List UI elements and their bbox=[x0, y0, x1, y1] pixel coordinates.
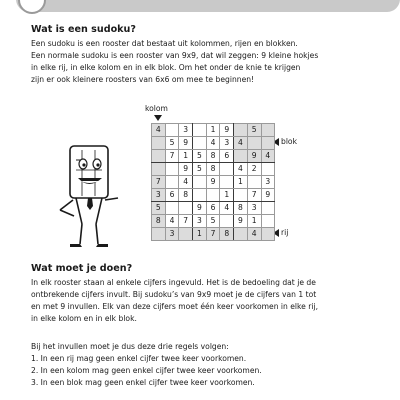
grid-cell: 7 bbox=[179, 215, 193, 228]
grid-cell: 1 bbox=[179, 150, 193, 163]
grid-cell: 9 bbox=[220, 124, 234, 137]
grid-cell bbox=[193, 176, 207, 189]
grid-cell bbox=[152, 163, 166, 176]
grid-row bbox=[152, 228, 275, 241]
grid-row bbox=[152, 137, 275, 150]
grid-cell: 1 bbox=[220, 189, 234, 202]
grid-cell bbox=[206, 189, 220, 202]
instructions-line: ontbrekende cijfers invult. Bij sudoku’s van 9x9 moet je de cijfers van 1 tot bbox=[31, 290, 317, 299]
grid-cell: 3 bbox=[247, 202, 261, 215]
grid-cell bbox=[247, 176, 261, 189]
grid-cell bbox=[261, 215, 275, 228]
instructions-line: en met 9 invullen. Elk van deze cijfers moet één keer voorkomen in elke rij, bbox=[31, 302, 319, 311]
instructions-line: In elk rooster staan al enkele cijfers ingevuld. Het is de bedoeling dat je de bbox=[31, 278, 316, 287]
grid-cell: 8 bbox=[206, 163, 220, 176]
grid-cell: 3 bbox=[152, 189, 166, 202]
kolom-arrow-icon bbox=[154, 115, 162, 121]
grid-cell: 7 bbox=[206, 228, 220, 241]
grid-cell: 1 bbox=[247, 215, 261, 228]
grid-cell: 4 bbox=[261, 150, 275, 163]
grid-cell bbox=[220, 176, 234, 189]
grid-cell: 8 bbox=[152, 215, 166, 228]
grid-cell: 3 bbox=[165, 228, 179, 241]
grid-cell bbox=[152, 150, 166, 163]
grid-cell: 3 bbox=[261, 176, 275, 189]
grid-cell: 4 bbox=[247, 228, 261, 241]
grid-cell bbox=[220, 215, 234, 228]
rules-list bbox=[31, 341, 391, 389]
grid-cell bbox=[179, 228, 193, 241]
sudoku-grid bbox=[151, 123, 275, 241]
grid-cell: 4 bbox=[179, 176, 193, 189]
grid-row bbox=[152, 163, 275, 176]
header-bar bbox=[16, 0, 400, 12]
grid-cell: 5 bbox=[193, 163, 207, 176]
grid-cell: 3 bbox=[193, 215, 207, 228]
grid-cell: 3 bbox=[220, 137, 234, 150]
grid-cell: 9 bbox=[206, 176, 220, 189]
rules-intro: Bij het invullen moet je dus deze drie regels volgen: bbox=[31, 342, 229, 351]
grid-cell: 6 bbox=[220, 150, 234, 163]
grid-cell: 6 bbox=[165, 189, 179, 202]
grid-cell bbox=[193, 189, 207, 202]
grid-cell bbox=[261, 124, 275, 137]
grid-row bbox=[152, 189, 275, 202]
grid-cell bbox=[261, 163, 275, 176]
grid-cell: 4 bbox=[234, 163, 248, 176]
grid-cell bbox=[165, 163, 179, 176]
rule-item: 3. In een blok mag geen enkel cijfer twee keer voorkomen. bbox=[31, 378, 255, 387]
grid-cell: 4 bbox=[234, 137, 248, 150]
grid-cell: 1 bbox=[206, 124, 220, 137]
grid-cell: 1 bbox=[193, 228, 207, 241]
grid-cell bbox=[234, 150, 248, 163]
grid-cell: 4 bbox=[165, 215, 179, 228]
intro-paragraph bbox=[31, 38, 391, 86]
grid-cell bbox=[152, 137, 166, 150]
instructions-paragraph bbox=[31, 277, 391, 325]
grid-cell bbox=[152, 228, 166, 241]
grid-cell: 9 bbox=[247, 150, 261, 163]
rule-item: 2. In een kolom mag geen enkel cijfer twee keer voorkomen. bbox=[31, 366, 262, 375]
grid-cell bbox=[247, 137, 261, 150]
grid-cell bbox=[234, 124, 248, 137]
intro-line: in elke rij, in elke kolom en in elk blok. Om het onder de knie te krijgen bbox=[31, 63, 301, 72]
grid-cell bbox=[165, 202, 179, 215]
grid-cell: 3 bbox=[179, 124, 193, 137]
grid-cell: 7 bbox=[247, 189, 261, 202]
grid-cell: 5 bbox=[247, 124, 261, 137]
grid-cell bbox=[165, 176, 179, 189]
grid-cell bbox=[234, 228, 248, 241]
grid-row bbox=[152, 215, 275, 228]
grid-cell: 8 bbox=[234, 202, 248, 215]
grid-cell bbox=[193, 124, 207, 137]
grid-cell: 9 bbox=[179, 137, 193, 150]
grid-row bbox=[152, 124, 275, 137]
grid-cell bbox=[165, 124, 179, 137]
intro-line: Een sudoku is een rooster dat bestaat uit kolommen, rijen en blokken. bbox=[31, 39, 298, 48]
section-heading-what-to-do: Wat moet je doen? bbox=[31, 263, 133, 274]
grid-cell bbox=[179, 202, 193, 215]
grid-cell: 4 bbox=[152, 124, 166, 137]
grid-cell: 4 bbox=[220, 202, 234, 215]
intro-line: zijn er ook kleinere roosters van 6x6 om mee te beginnen! bbox=[31, 75, 255, 84]
grid-cell: 5 bbox=[152, 202, 166, 215]
grid-cell: 9 bbox=[193, 202, 207, 215]
grid-cell: 8 bbox=[179, 189, 193, 202]
grid-cell: 7 bbox=[165, 150, 179, 163]
rij-label: rij bbox=[281, 228, 289, 237]
blok-label: blok bbox=[281, 137, 297, 146]
grid-cell: 8 bbox=[206, 150, 220, 163]
grid-cell: 7 bbox=[152, 176, 166, 189]
grid-row bbox=[152, 150, 275, 163]
grid-cell bbox=[261, 202, 275, 215]
grid-cell bbox=[193, 137, 207, 150]
grid-cell bbox=[261, 228, 275, 241]
grid-cell: 9 bbox=[261, 189, 275, 202]
grid-cell: 5 bbox=[165, 137, 179, 150]
intro-line: Een normale sudoku is een rooster van 9x9, dat wil zeggen: 9 kleine hokjes bbox=[31, 51, 319, 60]
grid-cell: 5 bbox=[206, 215, 220, 228]
instructions-line: in elke kolom en in elk blok. bbox=[31, 314, 137, 323]
grid-cell: 6 bbox=[206, 202, 220, 215]
grid-cell: 2 bbox=[247, 163, 261, 176]
grid-cell: 9 bbox=[234, 215, 248, 228]
grid-cell: 4 bbox=[206, 137, 220, 150]
grid-cell bbox=[234, 189, 248, 202]
section-heading-what-is-sudoku: Wat is een sudoku? bbox=[31, 24, 136, 35]
grid-cell bbox=[261, 137, 275, 150]
grid-row bbox=[152, 202, 275, 215]
sudoku-mascot-illustration bbox=[52, 140, 122, 252]
grid-cell: 1 bbox=[234, 176, 248, 189]
grid-cell bbox=[220, 163, 234, 176]
grid-row bbox=[152, 176, 275, 189]
kolom-label: kolom bbox=[145, 104, 168, 113]
rule-item: 1. In een rij mag geen enkel cijfer twee keer voorkomen. bbox=[31, 354, 247, 363]
grid-cell: 9 bbox=[179, 163, 193, 176]
grid-cell: 8 bbox=[220, 228, 234, 241]
grid-cell: 5 bbox=[193, 150, 207, 163]
